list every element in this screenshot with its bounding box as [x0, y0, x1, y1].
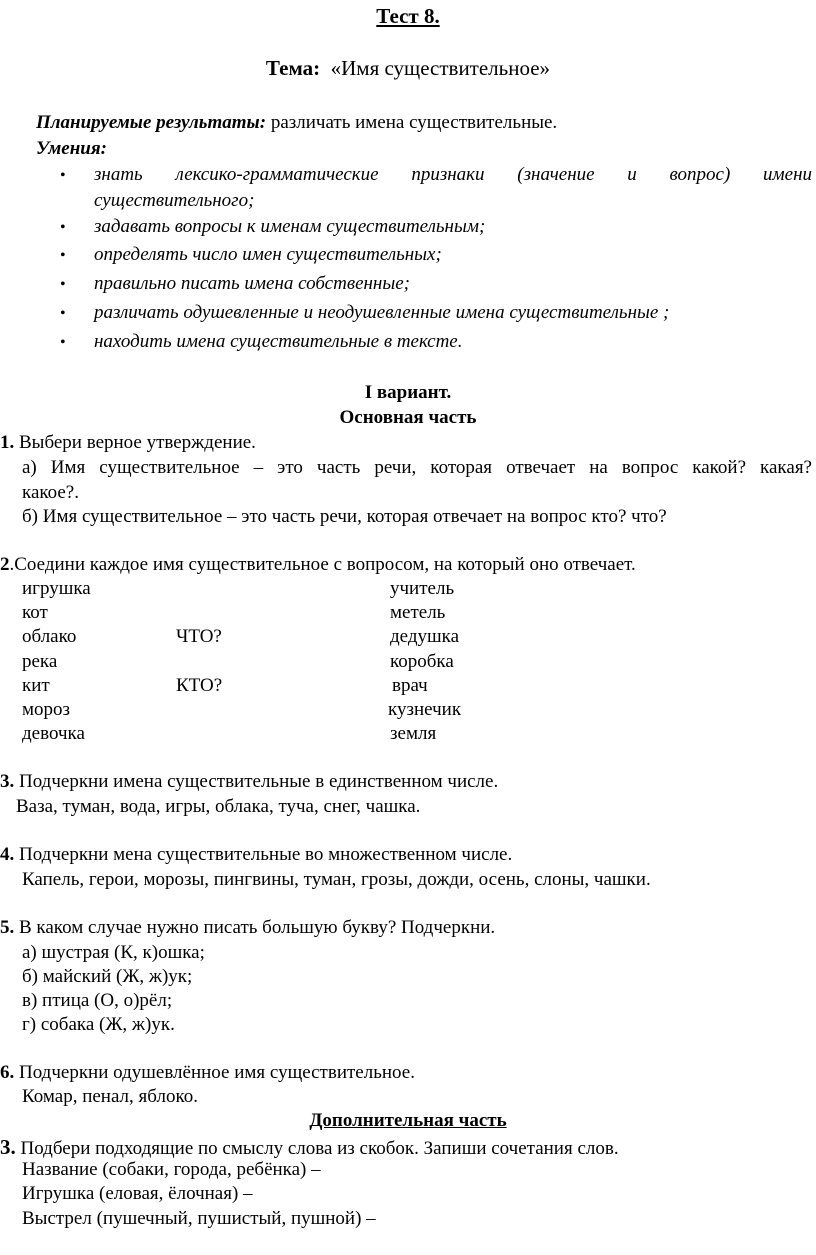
bullet-icon: • [60, 167, 66, 184]
skill-item: различать одушевленные и неодушевленные имена существительные ; [94, 302, 670, 323]
left-word: игрушка [22, 578, 91, 599]
question-1 [0, 432, 256, 454]
question-text: Выбери верное утверждение. [19, 432, 256, 453]
capital-option: г) собака (Ж, ж)ук. [22, 1014, 175, 1035]
left-word: река [22, 651, 58, 672]
main-part-heading: Основная часть [339, 407, 477, 428]
combination-line: Выстрел (пушечный, пушистый, пушной) – [22, 1208, 376, 1229]
combination-line: Игрушка (еловая, ёлочная) – [22, 1183, 253, 1204]
left-word: облако [22, 626, 77, 647]
question-3 [0, 771, 498, 793]
question-5 [0, 917, 495, 939]
right-word: земля [390, 723, 437, 744]
skill-item: задавать вопросы к именам существительным; [94, 216, 486, 237]
question-number: 2 [0, 554, 10, 575]
left-word: кит [22, 675, 50, 696]
question-6 [0, 1062, 415, 1084]
question-extra [0, 1135, 619, 1160]
answer-option-b: б) Имя существительное – это часть речи, которая отвечает на вопрос кто? что? [22, 506, 667, 527]
combination-line: Название (собаки, города, ребёнка) – [22, 1159, 321, 1180]
left-word: мороз [22, 699, 71, 720]
question-number: 6. [0, 1062, 15, 1083]
left-word: девочка [22, 723, 85, 744]
right-word: кузнечик [388, 699, 462, 720]
question-4 [0, 844, 512, 866]
question-what: ЧТО? [176, 626, 222, 647]
answer-option-a: а) Имя существительное – это часть речи, которая отвечает на вопрос какой? какая? [22, 457, 812, 478]
question-text: Подчеркни имена существительные в единственном числе. [19, 771, 499, 792]
variant-heading: I вариант. [364, 382, 452, 403]
question-text: В каком случае нужно писать большую букву? Подчеркни. [19, 917, 496, 938]
page-title: Тест 8. [376, 4, 440, 28]
word-list: Ваза, туман, вода, игры, облака, туча, снег, чашка. [16, 796, 421, 817]
bullet-icon: • [60, 219, 66, 236]
question-number: 3. [0, 771, 15, 792]
question-number: 1. [0, 432, 15, 453]
skill-item: правильно писать имена собственные; [94, 273, 410, 294]
skills-label: Умения: [36, 138, 107, 159]
question-who: КТО? [176, 675, 223, 696]
capital-option: а) шустрая (К, к)ошка; [22, 942, 205, 963]
word-list: Комар, пенал, яблоко. [22, 1086, 198, 1107]
skill-item: находить имена существительные в тексте. [94, 331, 463, 352]
question-number: 3. [0, 1135, 16, 1159]
question-text: Подчеркни мена существительные во множественном числе. [19, 844, 513, 865]
topic-line [0, 56, 816, 81]
extra-part-heading: Дополнительная часть [309, 1110, 507, 1131]
bullet-icon: • [60, 305, 66, 322]
planned-label: Планируемые результаты: [36, 112, 267, 133]
right-word: учитель [390, 578, 455, 599]
right-word: коробка [390, 651, 454, 672]
right-word: дедушка [390, 626, 460, 647]
bullet-icon: • [60, 334, 66, 351]
question-2 [0, 554, 636, 576]
bullet-icon: • [60, 276, 66, 293]
question-number: 5. [0, 917, 15, 938]
skill-item: знать лексико-грамматические признаки (значение и вопрос) имени [94, 164, 812, 185]
question-text: Подчеркни одушевлённое имя существительное. [19, 1062, 415, 1083]
word-list: Капель, герои, морозы, пингвины, туман, грозы, дожди, осень, слоны, чашки. [22, 869, 651, 890]
right-word: метель [390, 602, 446, 623]
question-number: 4. [0, 844, 15, 865]
skill-item-continued: существительного; [94, 190, 255, 211]
skill-item: определять число имен существительных; [94, 244, 442, 265]
capital-option: в) птица (О, о)рёл; [22, 990, 173, 1011]
planned-results [36, 112, 557, 134]
question-text: Подбери подходящие по смыслу слова из скобок. Запиши сочетания слов. [20, 1138, 619, 1159]
question-text: .Соедини каждое имя существительное с вопросом, на который оно отвечает. [9, 554, 636, 575]
topic-label: Тема: [265, 56, 321, 80]
capital-option: б) майский (Ж, ж)ук; [22, 966, 193, 987]
right-word: врач [392, 675, 428, 696]
planned-text: различать имена существительные. [270, 112, 558, 133]
answer-option-a-continued: какое?. [22, 482, 79, 503]
bullet-icon: • [60, 247, 66, 264]
topic-text: «Имя существительное» [330, 56, 551, 80]
left-word: кот [22, 602, 48, 623]
